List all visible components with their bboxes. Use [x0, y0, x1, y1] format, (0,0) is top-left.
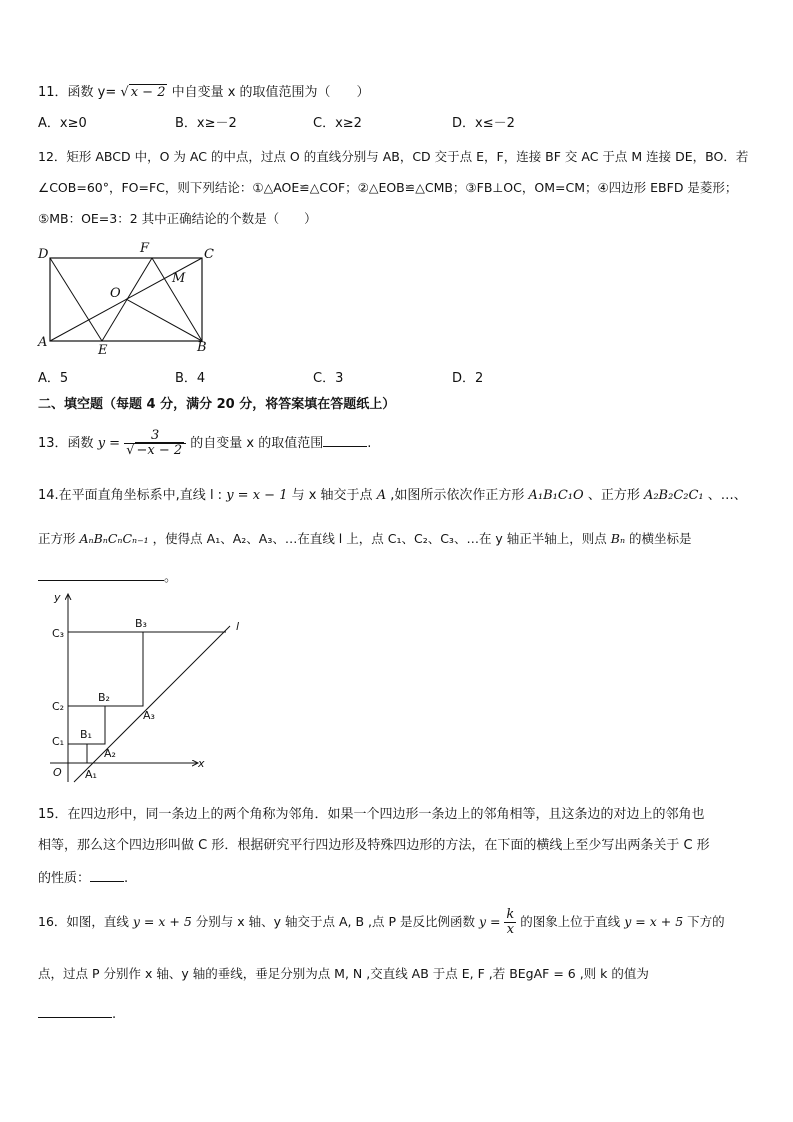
q12-rectangle-figure	[30, 238, 230, 358]
q16-numerator: k	[506, 907, 515, 922]
q11-option-b: B．x≥－2	[175, 116, 237, 131]
q14-line-2	[38, 530, 692, 548]
segment-ob	[126, 299, 202, 341]
line-l	[74, 626, 230, 782]
q14-text-end: 。	[164, 570, 178, 585]
q11-text-a: 11．函数 y=	[38, 85, 121, 100]
section-2-title: 二、填空题（每题 4 分，满分 20 分，将答案填在答题纸上）	[38, 397, 396, 412]
q14-point-a1: A	[376, 488, 387, 503]
q11-option-d: D．x≤－2	[452, 116, 515, 131]
label-b1: B₁	[80, 728, 92, 741]
q13-equals: =	[105, 436, 125, 451]
q12-option-b: B．4	[175, 371, 206, 386]
q14-line-3	[38, 568, 177, 587]
q16-line-1	[38, 904, 725, 940]
label-a3: A₃	[143, 709, 155, 722]
q12-option-d: D．2	[452, 371, 484, 386]
label-c1: C₁	[52, 735, 65, 748]
q14-text-g: ，使得点 A₁、A₂、A₃、…在直线 l 上，点 C₁、C₂、C₃、…在 y 轴正半轴上，则点	[148, 531, 611, 546]
q12-option-a: A．5	[38, 371, 69, 386]
q16-text-a: 16．如图，直线	[38, 914, 133, 929]
label-f: F	[140, 241, 150, 256]
label-a1: A₁	[85, 768, 97, 781]
q14-square-2: A₂B₂C₂C₁	[643, 488, 704, 503]
q14-text-b: 与 x 轴交于点	[287, 488, 377, 503]
label-b: B	[197, 340, 207, 355]
q14-square-n: AₙBₙCₙCₙ₋₁	[79, 531, 149, 546]
q13-numerator: 3	[124, 429, 186, 444]
q14-text-h: 的横坐标是	[625, 531, 692, 546]
q14-squares-figure	[40, 586, 260, 786]
q16-line-2: 点，过点 P 分别作 x 轴、y 轴的垂线，垂足分别为点 M, N ,交直线 AB 于点 E, F ,若 BEgAF = 6 ,则 k 的值为	[38, 966, 649, 981]
label-o-origin: O	[53, 766, 62, 779]
square-1	[68, 744, 87, 763]
q16-text-b: 分别与 x 轴、y 轴交于点 A, B ,点 P 是反比例函数	[191, 914, 479, 929]
q11-stem: 11．函数 y= √ x − 2 中自变量 x 的取值范围为（ ）	[38, 85, 370, 100]
q13-text-b: 的自变量 x 的取值范围	[186, 436, 324, 451]
q16-line-3	[38, 1005, 116, 1024]
label-b3: B₃	[135, 617, 147, 630]
label-b2: B₂	[98, 691, 110, 704]
q13-text-c: .	[367, 436, 372, 451]
q12-line-1: 12．矩形 ABCD 中，O 为 AC 的中点，过点 O 的直线分别与 AB，CD 交于点 E，F，连接 BF 交 AC 于点 M 连接 DE，BO．若	[38, 149, 749, 164]
q14-line-1	[38, 487, 747, 505]
q15-text-a: 的性质：	[38, 871, 91, 886]
q13-answer-blank[interactable]	[323, 434, 367, 447]
label-a: A	[38, 335, 48, 350]
q14-square-1: A₁B₁C₁O	[528, 488, 584, 503]
q16-text-end: .	[112, 1007, 117, 1022]
q16-line-equation-2: y = x + 5	[624, 914, 684, 929]
q13-text-a: 13．函数	[38, 436, 98, 451]
q16-function-lhs: y =	[478, 914, 505, 929]
q15-answer-blank[interactable]	[90, 869, 124, 882]
q15-text-b: .	[124, 871, 129, 886]
label-y: y	[54, 591, 61, 604]
q14-text-f: 正方形	[38, 531, 80, 546]
q12-line-2: ∠COB=60°，FO=FC，则下列结论：①△AOE≌△COF；②△EOB≌△CMB；③FB⊥OC，OM=CM；④四边形 EBFD 是菱形；	[38, 180, 738, 195]
q12-line-3: ⑤MB：OE=3：2 其中正确结论的个数是（ ）	[38, 211, 317, 226]
label-m: M	[172, 271, 186, 286]
q15-line-3	[38, 869, 128, 888]
q16-text-c: 的图象上位于直线	[516, 914, 625, 929]
q16-denominator: x	[506, 922, 515, 937]
q14-answer-blank[interactable]	[38, 568, 164, 581]
label-c3: C₃	[52, 627, 65, 640]
q16-line-equation: y = x + 5	[132, 914, 192, 929]
label-o: O	[110, 286, 121, 301]
q12-option-c: C．3	[313, 371, 344, 386]
q11-option-a: A．x≥0	[38, 116, 87, 131]
label-d: D	[38, 247, 49, 262]
q11-radicand: x − 2	[130, 85, 166, 100]
q16-fraction	[504, 908, 516, 937]
q13-denominator: −x − 2	[136, 443, 183, 458]
q15-line-1: 15．在四边形中，同一条边上的两个角称为邻角．如果一个四边形一条边上的邻角相等，且这条边的对边上的邻角也	[38, 807, 705, 822]
q11-option-c: C．x≥2	[313, 116, 362, 131]
q14-text-c: ,如图所示依次作正方形	[386, 488, 529, 503]
q13-stem	[38, 426, 371, 462]
q13-fraction: $\frac{3}{√ -x - 2}$	[124, 429, 186, 458]
label-l: l	[236, 620, 240, 633]
q14-text-e: 、…、	[703, 488, 747, 503]
label-e: E	[98, 343, 108, 358]
q14-text-d: 、正方形	[583, 488, 644, 503]
q13-y: y	[97, 436, 106, 451]
q14-point-bn: Bₙ	[610, 531, 626, 546]
q11-text-b: 中自变量 x 的取值范围为（ ）	[167, 85, 370, 100]
label-a2: A₂	[104, 747, 116, 760]
label-x: x	[198, 757, 205, 770]
q16-text-d: 下方的	[683, 914, 725, 929]
q14-line-equation: y = x − 1	[226, 488, 288, 503]
q15-line-2: 相等，那么这个四边形叫做 C 形．根据研究平行四边形及特殊四边形的方法，在下面的横线上至少写出两条关于 C 形	[38, 838, 710, 853]
q16-answer-blank[interactable]	[38, 1005, 112, 1018]
segment-de	[50, 258, 102, 341]
label-c: C	[204, 247, 214, 262]
q14-text-a: 14.在平面直角坐标系中,直线 l :	[38, 488, 227, 503]
label-c2: C₂	[52, 700, 65, 713]
